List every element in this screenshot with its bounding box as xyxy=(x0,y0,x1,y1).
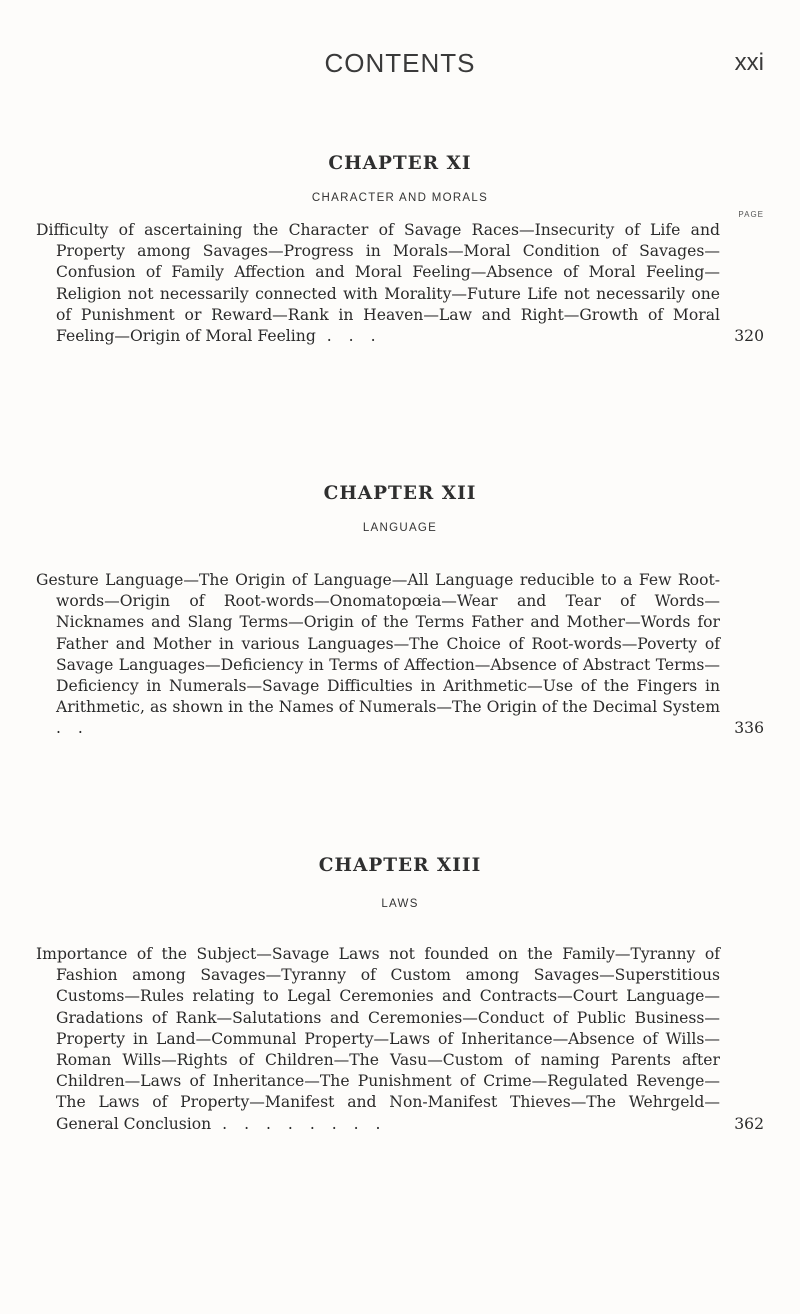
chapter-subtitle: CHARACTER AND MORALS xyxy=(311,192,489,204)
chapter-xii xyxy=(36,483,764,738)
chapter-summary xyxy=(36,944,764,1135)
chapter-xiii xyxy=(36,855,764,1133)
page-number: xxi xyxy=(734,49,764,76)
chapter-summary-entry xyxy=(36,220,764,347)
chapter-title: CHAPTER XIII xyxy=(318,855,482,876)
summary-text: Importance of the Subject—Savage Laws not founded on the Family—Tyranny of Fashion among Savages—Tyranny of Custom among Savages—Superstitious Customs—Rules relating to Legal Ceremonies and Contracts—Court Language—Gradations of Rank—Salutations and Ceremonies—Conduct of Public Business—Property in Land—Communal Property—Laws of Inheritance—Absence of Wills—Roman Wills—Rights of Children—The Vasu—Custom of naming Parents after Children—Laws of Inheritance—The Punishment of Crime—Regulated Revenge—The Laws of Property—Manifest and Non-Manifest Thieves—The Wehrgeld—General Conclusion xyxy=(36,945,720,1133)
chapter-summary xyxy=(36,220,764,347)
entry-page-number: 362 xyxy=(734,1114,764,1133)
page-column-label: PAGE xyxy=(738,210,764,219)
running-head xyxy=(0,48,800,88)
summary-text: Gesture Language—The Origin of Language—All Language reducible to a Few Root-words—Origin of Root-words—Onomatopœia—Wear and Tear of Words—Nicknames and Slang Terms—Origin of the Terms Father and Mother—Words for Father and Mother in various Languages—The Choice of Root-words—Poverty of Savage Languages—Deficiency in Terms of Affection—Absence of Abstract Terms—Deficiency in Numerals—Savage Difficulties in Arithmetic—Use of the Fingers in Arithmetic, as shown in the Names of Numerals—The Origin of the Decimal System xyxy=(36,571,720,717)
chapter-title: CHAPTER XII xyxy=(323,483,477,504)
entry-page-number: 320 xyxy=(734,327,764,346)
chapter-summary xyxy=(36,570,764,740)
chapter-summary-entry xyxy=(36,944,764,1135)
dot-leader: . . . xyxy=(315,327,382,346)
chapter-subtitle: LAWS xyxy=(381,898,419,910)
chapter-subtitle: LANGUAGE xyxy=(362,522,438,534)
page-title: CONTENTS xyxy=(324,48,476,78)
chapter-title: CHAPTER XI xyxy=(328,153,472,174)
dot-leader: . . . . . . . . xyxy=(211,1114,387,1133)
dot-leader: . . xyxy=(56,719,89,738)
chapter-summary-entry xyxy=(36,570,764,740)
summary-text: Difficulty of ascertaining the Character of Savage Races—Insecurity of Life and Property among Savages—Progress in Morals—Moral Condition of Savages—Confusion of Family Affection and Moral Feeling—Absence of Moral Feeling—Religion not necessarily connected with Morality—Future Life not necessarily one of Punishment or Reward—Rank in Heaven—Law and Right—Growth of Moral Feeling—Origin of Moral Feeling xyxy=(36,221,720,346)
chapter-xi xyxy=(36,153,764,346)
entry-page-number: 336 xyxy=(734,719,764,738)
